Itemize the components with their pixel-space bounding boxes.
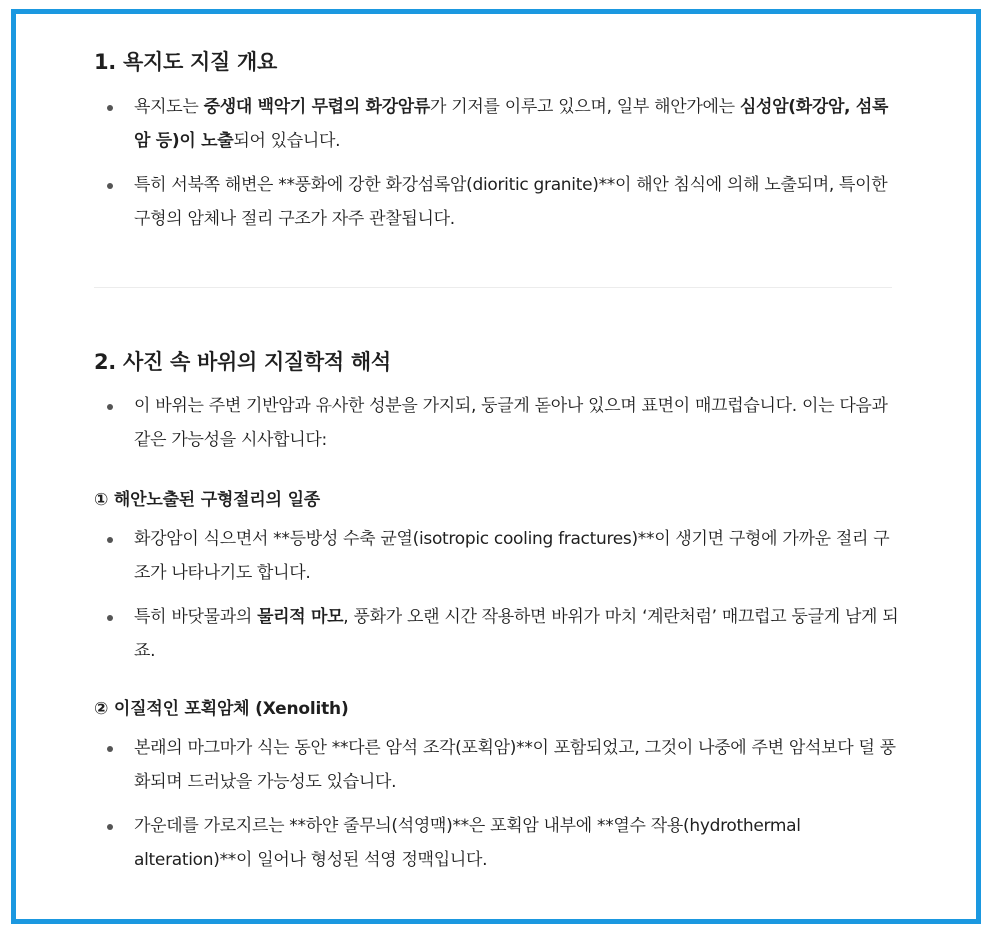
text-run: 욕지도는 [134,97,204,117]
bold-text: 중생대 백악기 무렵의 화강암류 [203,97,431,117]
bold-text: 심성암(화강암, 섬록암 등)이 노출 [134,97,889,151]
section2-heading: 2. 사진 속 바위의 지질학적 해석 [94,350,391,374]
subsection1-heading: ① 해안노출된 구형절리의 일종 [94,490,321,510]
list-item: 이 바위는 주변 기반암과 유사한 성분을 가지되, 둥글게 돋아나 있으며 표면이 매끄럽습니다. 이는 다음과 같은 가능성을 시사합니다: [94,389,904,457]
section1-list [94,90,904,236]
section2-list [94,389,904,457]
subsection2-list [94,731,904,877]
text-run: , 풍화가 오랜 시간 작용하면 바위가 마치 ‘계란처럼’ 매끄럽고 둥글게 남게 되죠. [134,607,899,661]
document-frame [11,9,981,924]
list-item [94,600,904,668]
list-item: 가운데를 가로지르는 **하얀 줄무늬(석영맥)**은 포획암 내부에 **열수 작용(hydrothermal alteration)**이 일어나 형성된 석영 정맥입니다. [94,809,904,877]
text-run: 특히 바닷물과의 [134,607,258,627]
section-divider [94,287,892,288]
list-item: 특히 서북쪽 해변은 **풍화에 강한 화강섬록암(dioritic granite)**이 해안 침식에 의해 노출되며, 특이한 구형의 암체나 절리 구조가 자주 관찰됩니다. [94,168,904,236]
text-run: 되어 있습니다. [233,131,341,151]
subsection1-list [94,522,904,668]
text-run: 가 기저를 이루고 있으며, 일부 해안가에는 [430,97,740,117]
bold-text: 물리적 마모 [257,607,344,627]
list-item: 본래의 마그마가 식는 동안 **다른 암석 조각(포획암)**이 포함되었고, 그것이 나중에 주변 암석보다 덜 풍화되며 드러났을 가능성도 있습니다. [94,731,904,799]
section1-heading: 1. 욕지도 지질 개요 [94,50,277,74]
list-item [94,90,904,158]
list-item: 화강암이 식으면서 **등방성 수축 균열(isotropic cooling fractures)**이 생기면 구형에 가까운 절리 구조가 나타나기도 합니다. [94,522,904,590]
subsection2-heading: ② 이질적인 포획암체 (Xenolith) [94,699,349,719]
